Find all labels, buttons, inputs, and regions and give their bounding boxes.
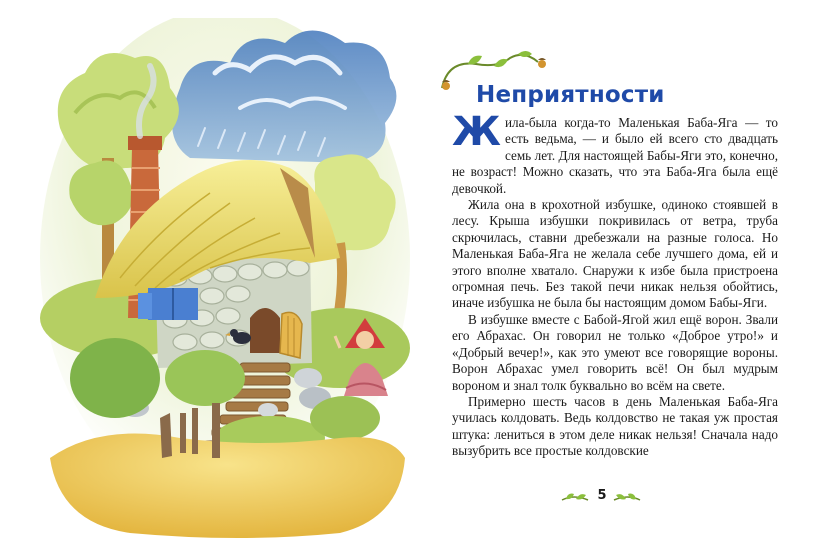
hut-illustration <box>40 18 410 543</box>
paragraph-4: Примерно шесть часов в день Маленькая Баба-Яга училась колдовать. Ведь колдовство не такая уж простая штука: лениться в этом деле никак нельзя! Сначала надо вызубрить все простые колдовские <box>452 393 778 459</box>
body-text <box>452 109 778 460</box>
hut-door <box>250 308 302 358</box>
leaf-ornament-icon <box>612 490 642 506</box>
chapter-title: Неприятности <box>476 82 665 108</box>
paragraph-1 <box>452 109 778 197</box>
paragraph-2: Жила она в крохотной избушке, одиноко стоявшей в лесу. Крыша избушки покривилась от ветра, труба скрючилась, ставни дребезжали на разные голоса. Но Маленькая Баба-Яга не желала себе лучшего дома, ей и этого вполне хватало. Снаружи к избе была пристроена огромная печь. Без такой печи никак нельзя обойтись, иначе избушка не была бы настоящим домом Бабы-Яги. <box>452 197 778 311</box>
text-column <box>452 40 778 545</box>
sandy-ground <box>50 434 405 539</box>
page-footer <box>452 488 778 510</box>
drop-cap: Ж <box>452 109 501 155</box>
leaf-ornament-icon <box>560 490 590 506</box>
page-number: 5 <box>597 488 607 503</box>
paragraph-3: В избушке вместе с Бабой-Ягой жил ещё ворон. Звали его Абрахас. Он говорил не только «Доброе утро!» и «Добрый вечер!», как это умеют все говорящие вороны. Ворон Абрахас умел говорить всё! Он был мудрым вороном и знал толк буквально во всём на свете. <box>452 311 778 393</box>
paragraph-1-text: ила-была когда-то Маленькая Баба-Яга — то есть ведьма, — и было ей всего сто двадцать семь лет. Для настоящей Бабы-Яги это, конечно, не возраст! Можно сказать, что эта Баба-Яга была ещё девочкой. <box>452 115 778 196</box>
